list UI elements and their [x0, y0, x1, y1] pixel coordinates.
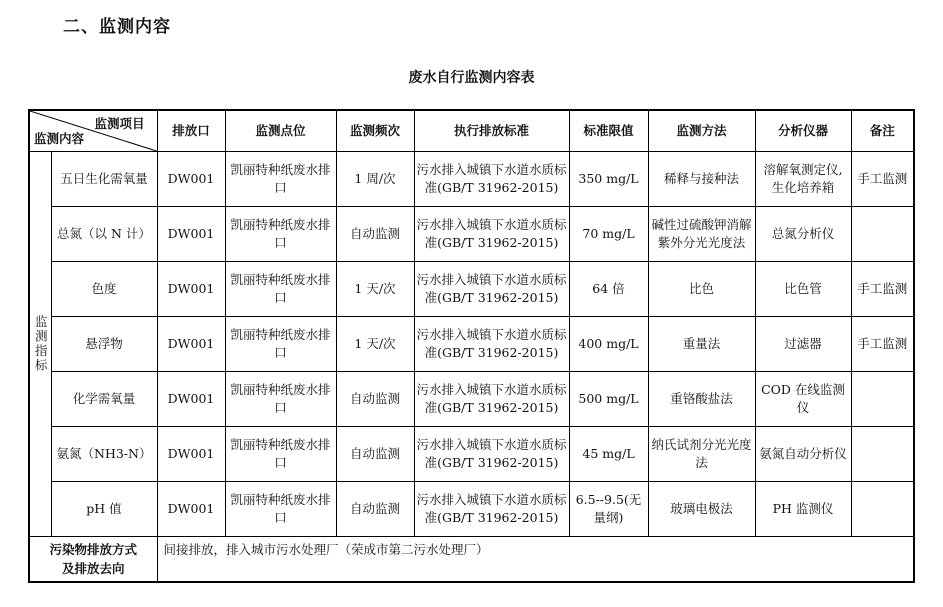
cell-outlet: DW001 — [157, 482, 225, 537]
footer-label-line2: 及排放去向 — [61, 561, 125, 576]
cell-point: 凯丽特种纸废水排口 — [225, 427, 336, 482]
cell-instrument: COD 在线监测仪 — [755, 372, 851, 427]
table-row — [29, 152, 914, 207]
cell-instrument: PH 监测仪 — [755, 482, 851, 537]
header-point: 监测点位 — [225, 110, 336, 152]
cell-frequency: 自动监测 — [336, 427, 414, 482]
cell-standard: 污水排入城镇下水道水质标准(GB/T 31962-2015) — [414, 207, 569, 262]
section-title: 二、监测内容 — [63, 17, 171, 37]
header-outlet: 排放口 — [157, 110, 225, 152]
cell-outlet: DW001 — [157, 427, 225, 482]
header-instrument: 分析仪器 — [755, 110, 851, 152]
cell-limit: 350 mg/L — [569, 152, 648, 207]
cell-standard: 污水排入城镇下水道水质标准(GB/T 31962-2015) — [414, 427, 569, 482]
cell-remark — [851, 372, 914, 427]
cell-method: 碱性过硫酸钾消解紫外分光光度法 — [648, 207, 755, 262]
cell-method: 比色 — [648, 262, 755, 317]
cell-frequency: 1 天/次 — [336, 262, 414, 317]
cell-method: 纳氏试剂分光光度法 — [648, 427, 755, 482]
cell-instrument: 溶解氧测定仪,生化培养箱 — [755, 152, 851, 207]
cell-method: 稀释与接种法 — [648, 152, 755, 207]
footer-value: 间接排放，排入城市污水处理厂（荣成市第二污水处理厂） — [157, 537, 914, 583]
header-method: 监测方法 — [648, 110, 755, 152]
cell-standard: 污水排入城镇下水道水质标准(GB/T 31962-2015) — [414, 262, 569, 317]
cell-standard: 污水排入城镇下水道水质标准(GB/T 31962-2015) — [414, 152, 569, 207]
cell-limit: 64 倍 — [569, 262, 648, 317]
cell-frequency: 自动监测 — [336, 207, 414, 262]
cell-point: 凯丽特种纸废水排口 — [225, 262, 336, 317]
cell-item: 氨氮（NH3-N） — [51, 427, 157, 482]
table-row — [29, 372, 914, 427]
cell-limit: 45 mg/L — [569, 427, 648, 482]
cell-method: 重铬酸盐法 — [648, 372, 755, 427]
cell-frequency: 自动监测 — [336, 372, 414, 427]
table-row — [29, 482, 914, 537]
cell-outlet: DW001 — [157, 372, 225, 427]
cell-standard: 污水排入城镇下水道水质标准(GB/T 31962-2015) — [414, 482, 569, 537]
footer-label-line1: 污染物排放方式 — [49, 542, 137, 557]
footer-row — [29, 537, 914, 583]
cell-outlet: DW001 — [157, 262, 225, 317]
cell-limit: 400 mg/L — [569, 317, 648, 372]
corner-bottom-label: 监测内容 — [34, 131, 85, 146]
header-remark: 备注 — [851, 110, 914, 152]
cell-method: 重量法 — [648, 317, 755, 372]
header-standard: 执行排放标准 — [414, 110, 569, 152]
cell-point: 凯丽特种纸废水排口 — [225, 207, 336, 262]
cell-item: 化学需氧量 — [51, 372, 157, 427]
cell-frequency: 1 天/次 — [336, 317, 414, 372]
header-frequency: 监测频次 — [336, 110, 414, 152]
header-corner-cell — [29, 110, 157, 152]
cell-instrument: 比色管 — [755, 262, 851, 317]
cell-item: 五日生化需氧量 — [51, 152, 157, 207]
table-row — [29, 207, 914, 262]
cell-remark: 手工监测 — [851, 317, 914, 372]
cell-point: 凯丽特种纸废水排口 — [225, 372, 336, 427]
cell-frequency: 1 周/次 — [336, 152, 414, 207]
cell-outlet: DW001 — [157, 317, 225, 372]
group-label-cell: 监测指标 — [29, 152, 51, 537]
cell-item: 总氮（以 N 计） — [51, 207, 157, 262]
cell-remark: 手工监测 — [851, 262, 914, 317]
cell-remark: 手工监测 — [851, 152, 914, 207]
cell-item: 色度 — [51, 262, 157, 317]
cell-limit: 500 mg/L — [569, 372, 648, 427]
cell-instrument: 氨氮自动分析仪 — [755, 427, 851, 482]
table-row — [29, 262, 914, 317]
cell-standard: 污水排入城镇下水道水质标准(GB/T 31962-2015) — [414, 317, 569, 372]
cell-outlet: DW001 — [157, 152, 225, 207]
cell-outlet: DW001 — [157, 207, 225, 262]
table-row — [29, 427, 914, 482]
table-row — [29, 317, 914, 372]
cell-remark — [851, 427, 914, 482]
cell-instrument: 过滤器 — [755, 317, 851, 372]
header-limit: 标准限值 — [569, 110, 648, 152]
cell-point: 凯丽特种纸废水排口 — [225, 482, 336, 537]
cell-standard: 污水排入城镇下水道水质标准(GB/T 31962-2015) — [414, 372, 569, 427]
cell-remark — [851, 207, 914, 262]
footer-label-cell — [29, 537, 157, 583]
cell-remark — [851, 482, 914, 537]
monitoring-table — [28, 109, 915, 583]
cell-item: 悬浮物 — [51, 317, 157, 372]
cell-point: 凯丽特种纸废水排口 — [225, 317, 336, 372]
cell-limit: 70 mg/L — [569, 207, 648, 262]
table-title: 废水自行监测内容表 — [408, 70, 535, 86]
cell-frequency: 自动监测 — [336, 482, 414, 537]
cell-method: 玻璃电极法 — [648, 482, 755, 537]
header-row — [29, 110, 914, 152]
cell-item: pH 值 — [51, 482, 157, 537]
corner-top-label: 监测项目 — [94, 116, 145, 131]
cell-instrument: 总氮分析仪 — [755, 207, 851, 262]
cell-limit: 6.5--9.5(无量纲) — [569, 482, 648, 537]
cell-point: 凯丽特种纸废水排口 — [225, 152, 336, 207]
